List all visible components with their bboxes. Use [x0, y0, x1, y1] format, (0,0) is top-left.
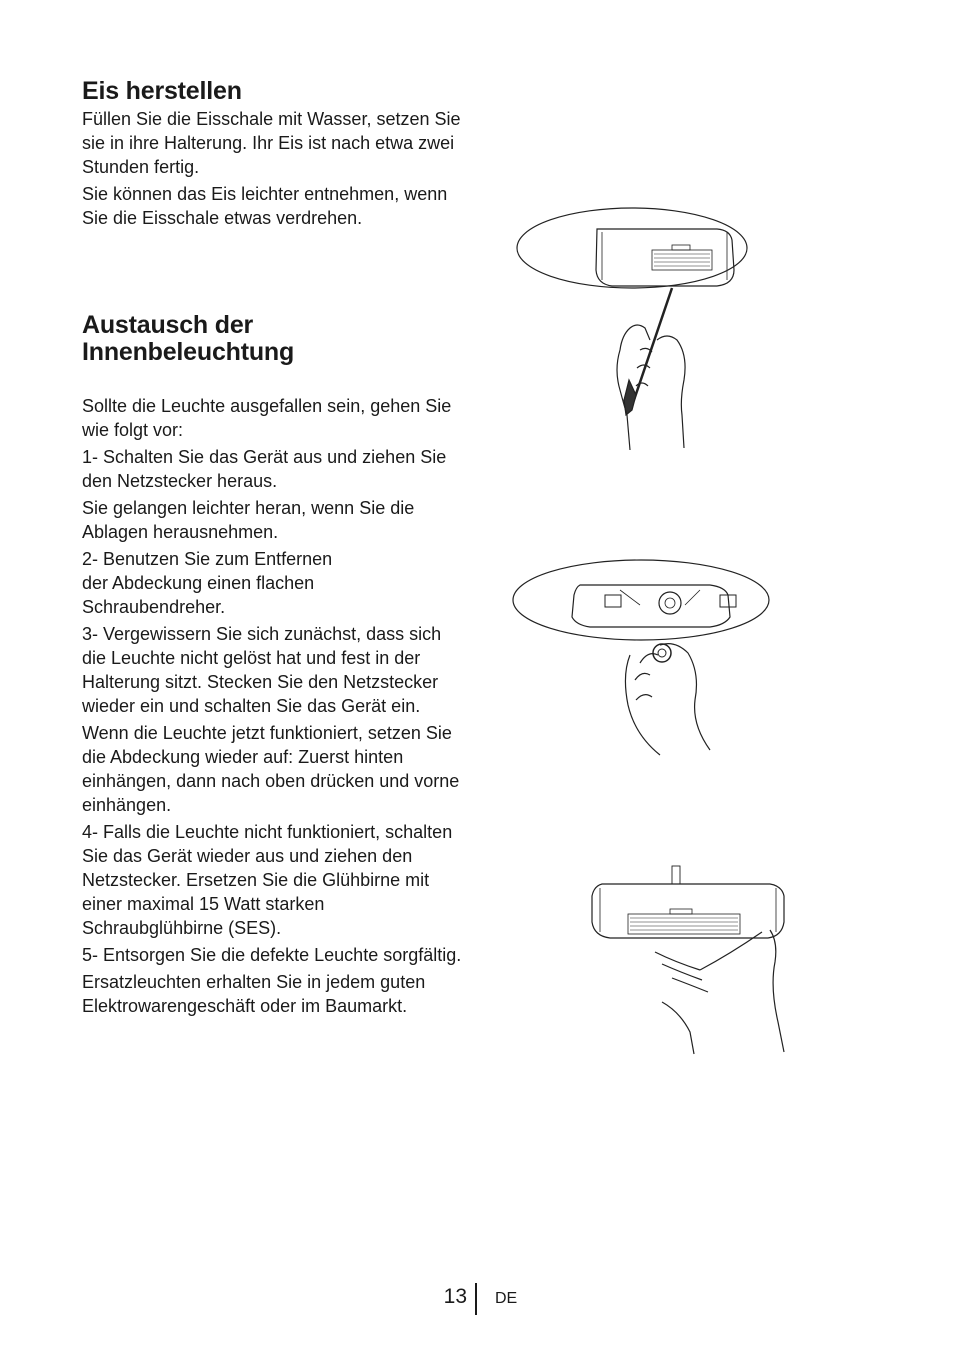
- section-eis-herstellen-body: [82, 107, 462, 233]
- lamp-grille: [652, 250, 712, 270]
- ceiling-panel-outline: [517, 208, 747, 288]
- heading-austausch-innenbeleuchtung: Austausch der Innenbeleuchtung: [82, 311, 295, 366]
- mounting-tab: [672, 866, 680, 884]
- paragraph: Sie können das Eis leichter entnehmen, wenn Sie die Eisschale etwas verdrehen.: [82, 184, 448, 228]
- step-3: 3- Vergewissern Sie sich zunächst, dass sich die Leuchte nicht gelöst hat und fest in der Halterung sitzt. Stecken Sie den Netzstecker wieder ein und schalten Sie das Gerät ein.: [82, 624, 442, 716]
- footer-divider: [475, 1283, 477, 1315]
- page-footer: [0, 1283, 954, 1317]
- bulb-holder: [659, 592, 681, 614]
- illustration-reattach-cover: [580, 862, 790, 1057]
- step-2: 2- Benutzen Sie zum Entfernen der Abdeckung einen flachen Schraubendreher.: [82, 549, 333, 617]
- step-4: 4- Falls die Leuchte nicht funktioniert, schalten Sie das Gerät wieder aus und ziehen den Netzstecker. Ersetzen Sie die Glühbirne mit einer maximal 15 Watt starken Schraubglühbirne (SES).: [82, 822, 453, 938]
- step-1: 1- Schalten Sie das Gerät aus und ziehen Sie den Netzstecker heraus.: [82, 447, 447, 491]
- paragraph: Ersatzleuchten erhalten Sie in jedem guten Elektrowarengeschäft oder im Baumarkt.: [82, 972, 426, 1016]
- illustration-check-bulb: [510, 555, 772, 760]
- paragraph: Füllen Sie die Eisschale mit Wasser, setzen Sie sie in ihre Halterung. Ihr Eis ist nach etwa zwei Stunden fertig.: [82, 109, 461, 177]
- bulb-socket-left: [605, 595, 621, 607]
- ceiling-panel-outline: [513, 560, 769, 640]
- heading-eis-herstellen: Eis herstellen: [82, 77, 242, 105]
- grille-lines: [654, 254, 710, 266]
- paragraph: Sie gelangen leichter heran, wenn Sie die Ablagen herausnehmen.: [82, 498, 415, 542]
- illustration-remove-cover: [512, 200, 752, 460]
- step-5: 5- Entsorgen Sie die defekte Leuchte sorgfältig.: [82, 945, 462, 965]
- hand-outline: [655, 930, 784, 1054]
- cover-grille: [628, 914, 740, 934]
- section-innenbeleuchtung-body: [82, 394, 462, 1021]
- lamp-housing: [596, 229, 734, 286]
- paragraph: Sollte die Leuchte ausgefallen sein, gehen Sie wie folgt vor:: [82, 396, 452, 440]
- bulb: [653, 644, 671, 662]
- grille-lines: [630, 918, 738, 930]
- page-number: 13: [443, 1285, 467, 1308]
- language-code: DE: [495, 1290, 518, 1307]
- paragraph: Wenn die Leuchte jetzt funktioniert, setzen Sie die Abdeckung wieder auf: Zuerst hinten einhängen, dann nach oben drücken und vorne einhängen.: [82, 723, 460, 815]
- lamp-housing-open: [572, 585, 730, 627]
